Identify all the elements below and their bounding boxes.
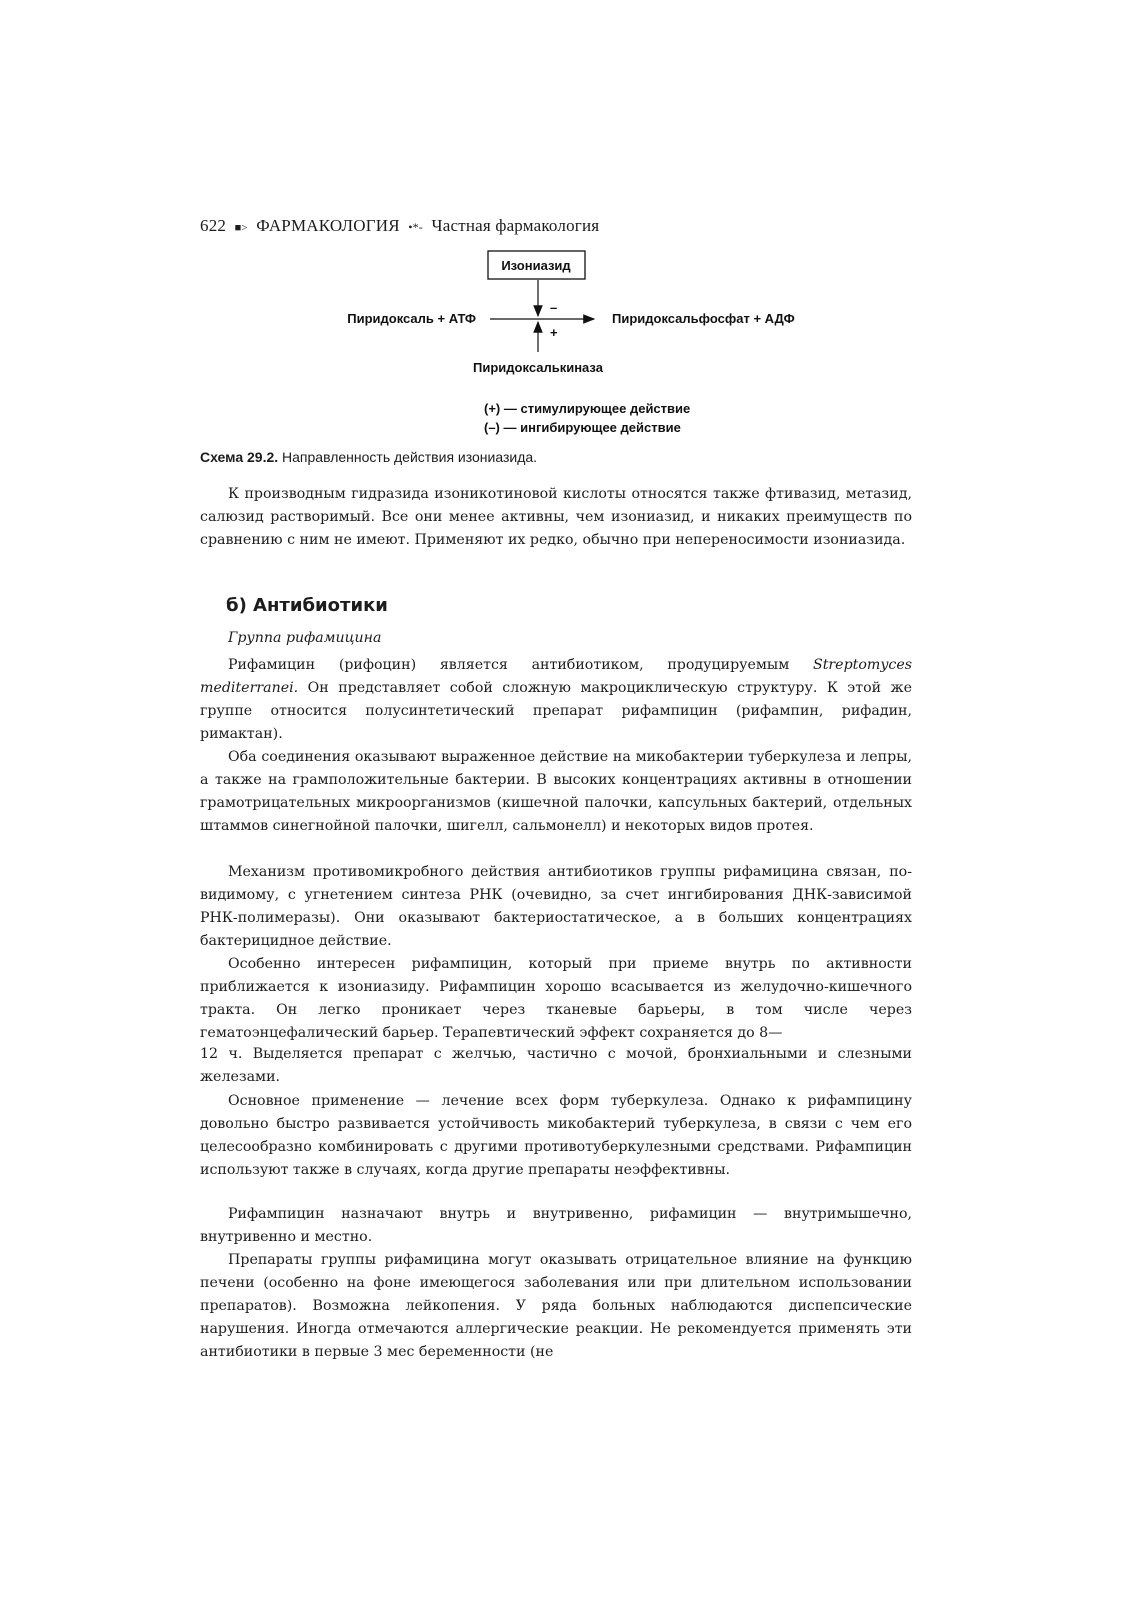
drug-box-label: Изониазид	[501, 258, 571, 273]
subheading: Группа рифамицина	[228, 630, 382, 646]
reaction-products: Пиридоксальфосфат + АДФ	[612, 311, 795, 326]
caption-label: Схема 29.2.	[200, 449, 279, 465]
isoniazid-scheme-diagram	[0, 0, 1132, 480]
section-title: Частная фармакология	[431, 216, 600, 235]
minus-sign: –	[550, 300, 558, 315]
paragraph-continued: 12 ч. Выделяется препарат с желчью, частично с мочой, бронхиальными и слезными железами.	[200, 1046, 912, 1085]
species-name: Streptomyces mediterranei.	[200, 657, 912, 696]
paragraph: Особенно интересен рифампицин, который при приеме внутрь по активности приближается к изониазиду. Рифампицин хорошо всасывается из желудочно-кишечного тракта. Он легко проникает через тканевые барьеры, в том числе через гематоэнцефалический барьер. Терапевтический эффект сохраняется до 8—	[200, 956, 912, 1041]
section-heading: б) Антибиотики	[226, 595, 388, 616]
reaction-substrates: Пиридоксаль + АТФ	[347, 311, 476, 326]
paragraph-text: Он представляет собой сложную макроциклическую структуру. К этой же группе относится полусинтетический препарат рифампицин (рифампин, рифадин, римактан).	[200, 680, 912, 742]
book-title: ФАРМАКОЛОГИЯ	[256, 216, 400, 235]
caption-text: Направленность действия изониазида.	[282, 449, 538, 465]
paragraph: Рифампицин назначают внутрь и внутривенно, рифамицин — внутримышечно, внутривенно и местно.	[200, 1206, 912, 1245]
header-mark: ■>	[234, 222, 248, 234]
plus-sign: +	[550, 325, 558, 340]
page-number: 622	[200, 216, 227, 235]
enzyme-label: Пиридоксалькиназа	[473, 360, 603, 375]
header-mark: •*-	[408, 220, 424, 234]
paragraph	[200, 654, 912, 746]
scheme-caption	[200, 449, 537, 465]
paragraph: Препараты группы рифамицина могут оказывать отрицательное влияние на функцию печени (особенно на фоне имеющегося заболевания или при длительном использовании препаратов). Возможна лейкопения. У ряда больных наблюдаются диспепсические нарушения. Иногда отмечаются аллергические реакции. Не рекомендуется применять эти антибиотики в первые 3 мес беременности (не	[200, 1252, 912, 1360]
paragraph: К производным гидразида изоникотиновой кислоты относятся также фтивазид, метазид, салюзид растворимый. Все они менее активны, чем изониазид, и никаких преимуществ по сравнению с ним не имеют. Применяют их редко, обычно при непереносимости изониазида.	[200, 486, 912, 548]
paragraph: Основное применение — лечение всех форм туберкулеза. Однако к рифампицину довольно быстро развивается устойчивость микобактерий туберкулеза, в связи с чем его целесообразно комбинировать с другими противотуберкулезными средствами. Рифампицин используют также в случаях, когда другие препараты неэффективны.	[200, 1093, 912, 1178]
legend-plus: (+) — стимулирующее действие	[484, 401, 691, 416]
paragraph-text: Рифамицин (рифоцин) является антибиотиком, продуцируемым	[228, 657, 813, 673]
paragraph: Оба соединения оказывают выраженное действие на микобактерии туберкулеза и лепры, а также на грамположительные бактерии. В высоких концентрациях активны в отношении грамотрицательных микроорганизмов (кишечной палочки, капсульных бактерий, отдельных штаммов синегнойной палочки, шигелл, сальмонелл) и некоторых видов протея.	[200, 749, 912, 834]
paragraph: Механизм противомикробного действия антибиотиков группы рифамицина связан, по-видимому, с угнетением синтеза РНК (очевидно, за счет ингибирования ДНК-зависимой РНК-полимеразы). Они оказывают бактериостатическое, а в больших концентрациях бактерицидное действие.	[200, 864, 912, 949]
legend-minus: (–) — ингибирующее действие	[484, 420, 681, 435]
